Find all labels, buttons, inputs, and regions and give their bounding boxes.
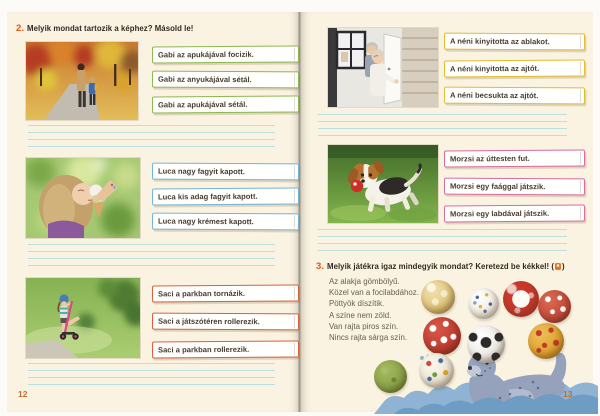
sentence-box[interactable] [152, 313, 299, 331]
exercise-2-title [16, 23, 193, 34]
box-fold [580, 62, 581, 75]
orange-spotted-ball[interactable] [528, 323, 564, 359]
red-ring[interactable] [503, 281, 539, 317]
sentence-text: A néni kinyitotta az ajtót. [449, 63, 540, 74]
sentence-box[interactable] [152, 284, 299, 302]
box-fold [294, 190, 295, 203]
box-fold [294, 165, 295, 178]
box-fold [294, 287, 295, 300]
sentence-box[interactable] [152, 340, 299, 358]
sentence-box[interactable] [444, 87, 585, 105]
sentence-box[interactable] [152, 71, 299, 89]
box-fold [580, 89, 581, 102]
paren-open: ( [551, 262, 555, 271]
page-number-left: 12 [18, 389, 28, 399]
box-fold [294, 215, 295, 228]
writing-lines[interactable] [28, 244, 275, 267]
box-fold [580, 207, 581, 220]
box-fold [580, 180, 581, 193]
clue: A színe nem zöld. [329, 310, 392, 320]
sentence-text: Morzsi egy faággal játszik. [449, 181, 546, 192]
sentence-text: Luca kis adag fagyit kapott. [157, 191, 258, 202]
paren-close: ) [562, 262, 565, 271]
sentence-box[interactable] [152, 45, 299, 63]
writing-lines[interactable] [318, 114, 567, 137]
sentence-box[interactable] [444, 33, 585, 51]
sentence-text: Saci a parkban rollerezik. [157, 344, 250, 355]
sentence-text: Gabi az apukájával sétál. [157, 99, 248, 110]
sentence-box[interactable] [152, 95, 299, 113]
sentence-box[interactable] [152, 187, 299, 205]
photo-autumn-walk [26, 42, 138, 120]
soccer-ball[interactable] [467, 325, 505, 363]
sentence-text: Morzsi egy labdával játszik. [449, 208, 550, 219]
sentence-box[interactable] [444, 178, 585, 196]
box-fold [294, 48, 295, 61]
sentence-text: Saci a játszótéren rollerezik. [157, 316, 260, 327]
writing-lines[interactable] [318, 229, 567, 252]
photo-couple-door [328, 28, 438, 107]
clue-list [329, 276, 419, 343]
page-number-right: 13 [563, 389, 573, 399]
box-fold [294, 73, 295, 86]
writing-lines[interactable] [28, 125, 275, 148]
clue: Van rajta piros szín. [329, 321, 399, 331]
writing-lines[interactable] [28, 363, 275, 386]
clue: Pöttyök díszítik. [329, 299, 385, 309]
white-dotted-ball[interactable] [419, 353, 454, 388]
box-fold [294, 343, 295, 356]
sentence-text: Gabi az anyukájával sétál. [157, 74, 252, 85]
exercise-3-title [316, 261, 565, 272]
sentence-text: Luca nagy fagyit kapott. [157, 166, 245, 177]
exercise-3-number: 3. [316, 261, 325, 272]
clue: Az alakja gömbölyű. [329, 277, 400, 286]
yellow-ball[interactable] [421, 280, 455, 314]
sentence-box[interactable] [444, 205, 585, 223]
box-fold [580, 152, 581, 165]
sentence-box[interactable] [444, 150, 585, 168]
sentence-text: Gabi az apukájával focizik. [157, 49, 254, 60]
box-fold [294, 98, 295, 111]
exercise-2-title-text: Melyik mondat tartozik a képhez? Másold le! [27, 24, 194, 33]
white-speckled-ball[interactable] [468, 288, 499, 319]
sentence-box[interactable] [152, 213, 299, 231]
sentence-box[interactable] [152, 163, 299, 181]
photo-beagle-puppy [328, 145, 438, 223]
red-dotted-ball[interactable] [423, 317, 461, 355]
photo-scooter-girl [26, 278, 140, 358]
photo-ice-cream-girl [26, 158, 140, 238]
clue: Közel van a focilabdához. [329, 288, 419, 298]
sentence-text: A néni becsukta az ajtót. [449, 90, 539, 101]
sentence-text: Luca nagy krémest kapott. [157, 216, 254, 227]
box-fold [580, 35, 581, 48]
sentence-box[interactable] [444, 60, 585, 78]
sentence-text: Morzsi az úttesten fut. [449, 153, 530, 164]
red-flower-ball[interactable] [538, 290, 571, 323]
green-ball[interactable] [374, 360, 407, 393]
sentence-text: A néni kinyitotta az ablakot. [449, 36, 550, 47]
sentence-text: Saci a parkban tornázik. [157, 288, 245, 299]
clue: Nincs rajta sárga szín. [329, 333, 408, 343]
exercise-type-icon [555, 263, 561, 270]
exercise-3-title-text: Melyik játékra igaz mindegyik mondat? Keretezd be kékkel! [327, 262, 550, 271]
box-fold [294, 315, 295, 328]
exercise-2-number: 2. [16, 23, 25, 34]
